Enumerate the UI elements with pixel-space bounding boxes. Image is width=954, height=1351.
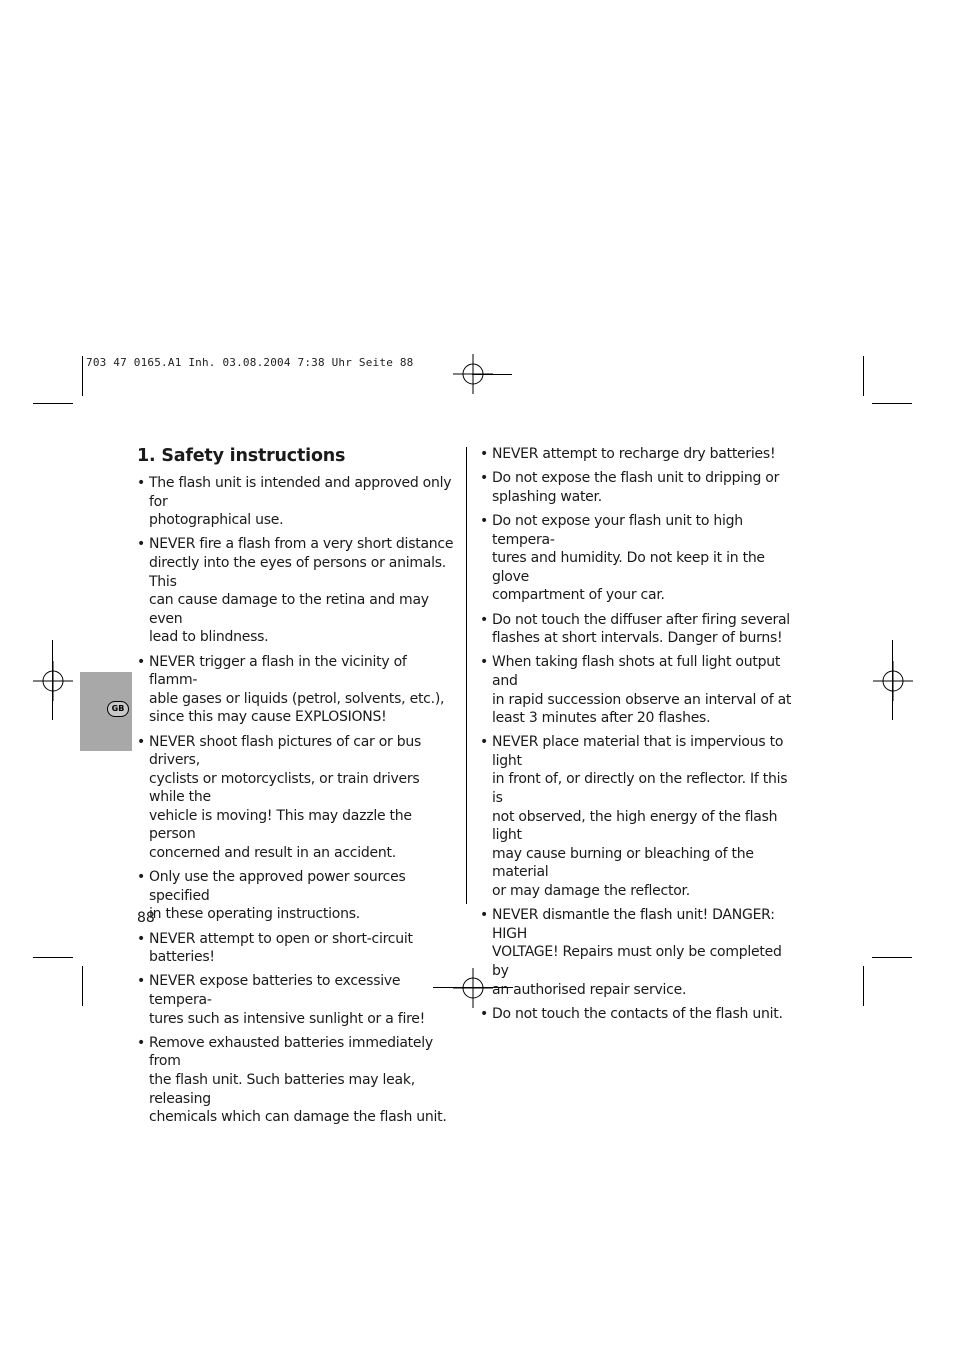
list-item: • Remove exhausted batteries immediately from the flash unit. Such batteries may leak, releasing chemicals which can damage the flash unit. — [137, 1034, 457, 1127]
registration-line-top — [472, 374, 512, 375]
list-item: • The flash unit is intended and approved only for photographical use. — [137, 474, 457, 530]
list-item: • NEVER place material that is impervious to light in front of, or directly on the reflector. If this is not observed, the high energy of the flash light may cause burning or bleaching of the material or may damage the reflector. — [480, 733, 800, 900]
language-tab — [80, 672, 132, 751]
list-item: • Do not touch the contacts of the flash unit. — [480, 1005, 800, 1024]
registration-mark-left-icon — [33, 661, 73, 701]
crop-mark-bottom-right-vertical — [863, 966, 864, 1006]
registration-line-left — [52, 640, 53, 720]
right-column — [480, 445, 800, 1029]
list-item: • NEVER trigger a flash in the vicinity of flamm- able gases or liquids (petrol, solvents, etc.), since this may cause EXPLOSIONS! — [137, 653, 457, 727]
print-slug: 703 47 0165.A1 Inh. 03.08.2004 7:38 Uhr Seite 88 — [86, 356, 414, 369]
list-item: • Do not expose your flash unit to high tempera- tures and humidity. Do not keep it in the glove compartment of your car. — [480, 512, 800, 605]
column-divider — [466, 447, 467, 904]
list-item: • NEVER shoot flash pictures of car or bus drivers, cyclists or motorcyclists, or train drivers while the vehicle is moving! This may dazzle the person concerned and result in an accident. — [137, 733, 457, 863]
crop-mark-bottom-left-vertical — [82, 966, 83, 1006]
crop-mark-top-left-vertical — [82, 356, 83, 396]
crop-mark-bottom-right-horizontal — [872, 957, 912, 958]
registration-mark-right-icon — [873, 661, 913, 701]
language-badge: GB — [107, 701, 129, 717]
list-item: • Do not expose the flash unit to dripping or splashing water. — [480, 469, 800, 506]
list-item: • Do not touch the diffuser after firing several flashes at short intervals. Danger of burns! — [480, 611, 800, 648]
list-item: • NEVER attempt to recharge dry batteries! — [480, 445, 800, 464]
registration-line-right — [892, 640, 893, 720]
list-item: • Only use the approved power sources specified in these operating instructions. — [137, 868, 457, 924]
list-item: • When taking flash shots at full light output and in rapid succession observe an interval of at least 3 minutes after 20 flashes. — [480, 653, 800, 727]
list-item: • NEVER expose batteries to excessive tempera- tures such as intensive sunlight or a fire! — [137, 972, 457, 1028]
list-item: • NEVER fire a flash from a very short distance directly into the eyes of persons or animals. This can cause damage to the retina and may even lead to blindness. — [137, 535, 457, 647]
left-bullet-list — [137, 474, 457, 1127]
crop-mark-bottom-left-horizontal — [33, 957, 73, 958]
page-number: 88 — [137, 910, 155, 926]
crop-mark-top-right-vertical — [863, 356, 864, 396]
crop-mark-top-left-horizontal — [33, 403, 73, 404]
left-column — [137, 444, 457, 1132]
section-title: 1. Safety instructions — [137, 446, 346, 466]
list-item: • NEVER attempt to open or short-circuit batteries! — [137, 930, 457, 967]
list-item: • NEVER dismantle the flash unit! DANGER: HIGH VOLTAGE! Repairs must only be completed by an authorised repair service. — [480, 906, 800, 999]
right-bullet-list — [480, 445, 800, 1023]
crop-mark-top-right-horizontal — [872, 403, 912, 404]
